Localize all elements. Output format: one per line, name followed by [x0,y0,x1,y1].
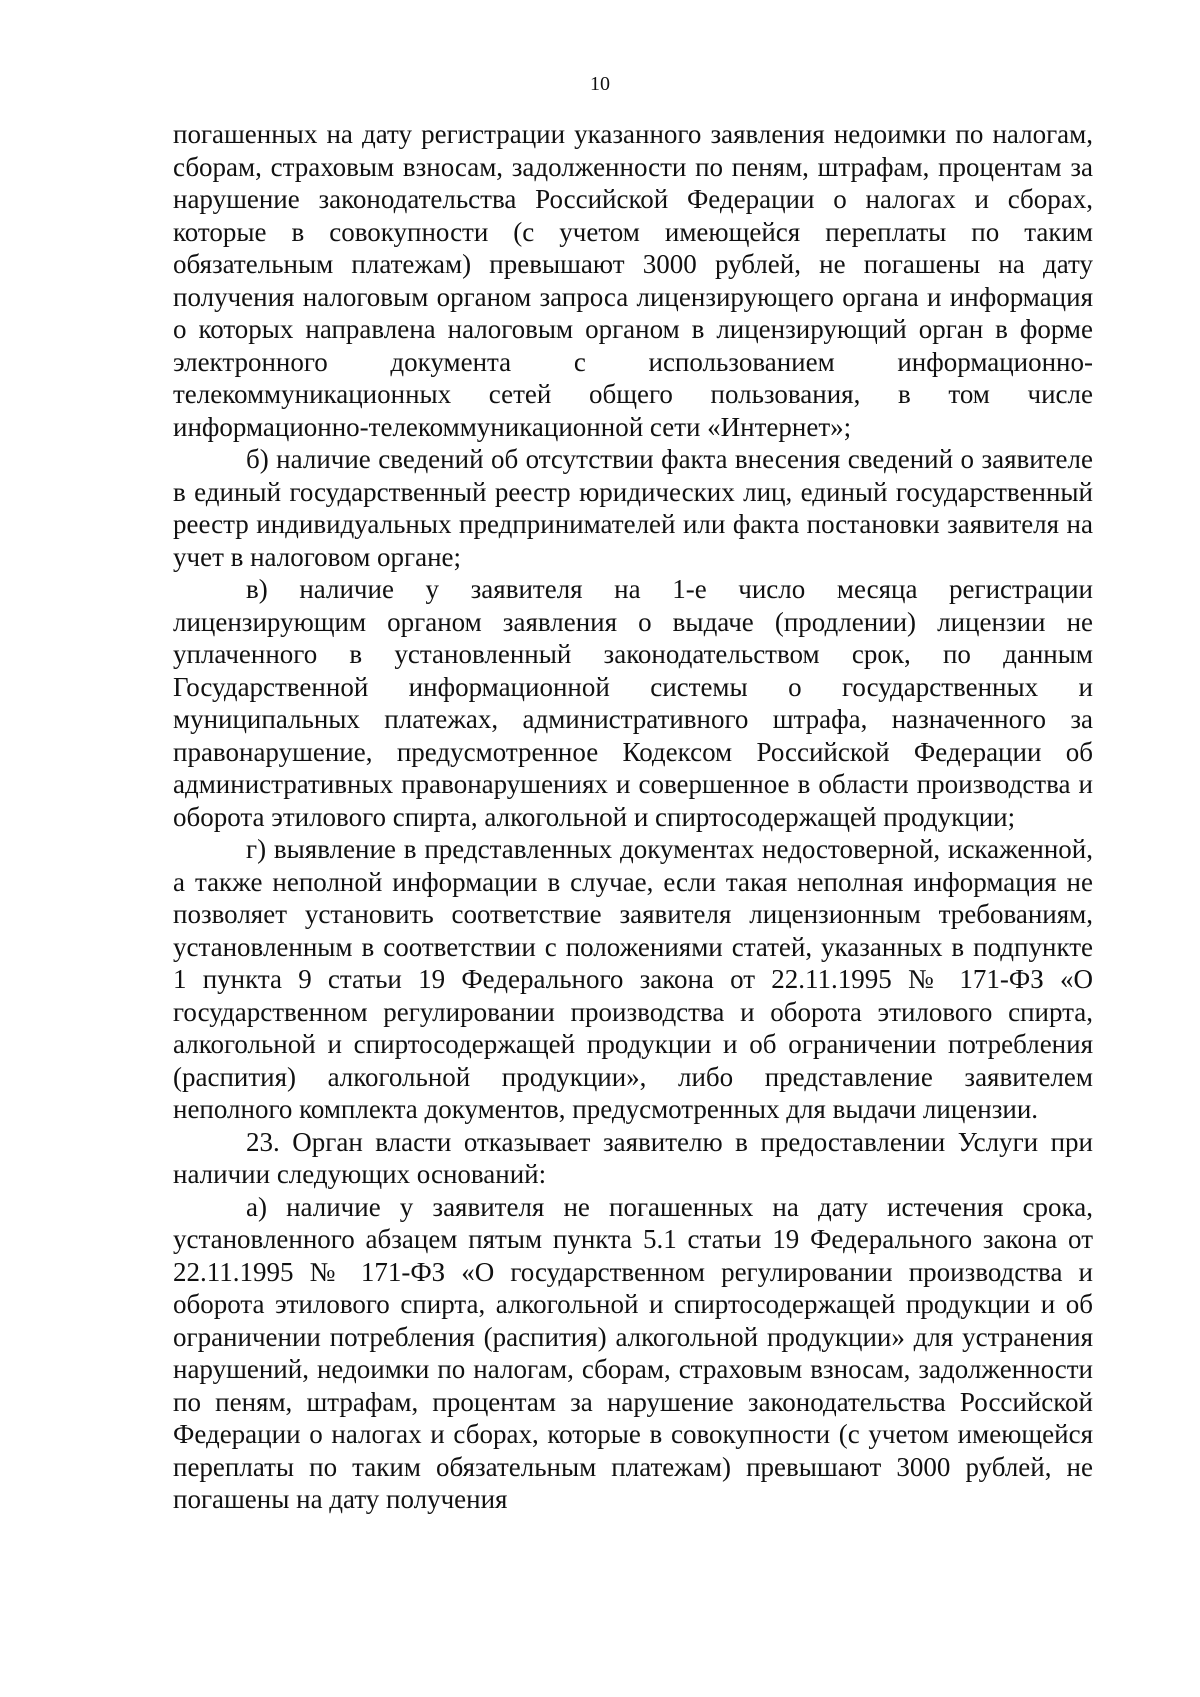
paragraph-item-b: б) наличие сведений об отсутствии факта внесения сведений о заявителе в единый государственный реестр юридических лиц, единый государственный реестр индивидуальных предпринимателей или факта постановки заявителя на учет в налоговом органе; [173,444,1093,572]
page-number: 10 [590,73,610,95]
paragraph-item-v: в) наличие у заявителя на 1-е число месяца регистрации лицензирующим органом заявления о выдаче (продлении) лицензии не уплаченного в установленный законодательством срок, по данным Государственной информационной системы о государственных и муниципальных платежах, административного штрафа, назначенного за правонарушение, предусмотренное Кодексом Российской Федерации об административных правонарушениях и совершенное в области производства и оборота этилового спирта, алкогольной и спиртосодержащей продукции; [173,574,1093,832]
document-body [173,118,1093,1516]
paragraph-item-a: а) наличие у заявителя не погашенных на дату истечения срока, установленного абзацем пятым пункта 5.1 статьи 19 Федерального закона от 22.11.1995 № 171-ФЗ «О государственном регулировании производства и оборота этилового спирта, алкогольной и спиртосодержащей продукции и об ограничении потребления (распития) алкогольной продукции» для устранения нарушений, недоимки по налогам, сборам, страховым взносам, задолженности по пеням, штрафам, процентам за нарушение законодательства Российской Федерации о налогах и сборах, которые в совокупности (с учетом имеющейся переплаты по таким обязательным платежам) превышают 3000 рублей, не погашены на дату получения [173,1191,1093,1514]
paragraph-clause-23: 23. Орган власти отказывает заявителю в предоставлении Услуги при наличии следующих оснований: [173,1126,1093,1189]
paragraph-item-g: г) выявление в представленных документах недостоверной, искаженной, а также неполной информации в случае, если такая неполная информация не позволяет установить соответствие заявителя лицензионным требованиям, установленным в соответствии с положениями статей, указанных в подпункте 1 пункта 9 статьи 19 Федерального закона от 22.11.1995 № 171-ФЗ «О государственном регулировании производства и оборота этилового спирта, алкогольной и спиртосодержащей продукции и об ограничении потребления (распития) алкогольной продукции», либо представление заявителем неполного комплекта документов, предусмотренных для выдачи лицензии. [173,834,1093,1124]
paragraph-continuation: погашенных на дату регистрации указанного заявления недоимки по налогам, сборам, страховым взносам, задолженности по пеням, штрафам, процентам за нарушение законодательства Российской Федерации о налогах и сборах, которые в совокупности (с учетом имеющейся переплаты по таким обязательным платежам) превышают 3000 рублей, не погашены на дату получения налоговым органом запроса лицензирующего органа и информация о которых направлена налоговым органом в лицензирующий орган в форме электронного документа с использованием информационно-телекоммуникационных сетей общего пользования, в том числе информационно-телекоммуникационной сети «Интернет»; [173,119,1093,442]
